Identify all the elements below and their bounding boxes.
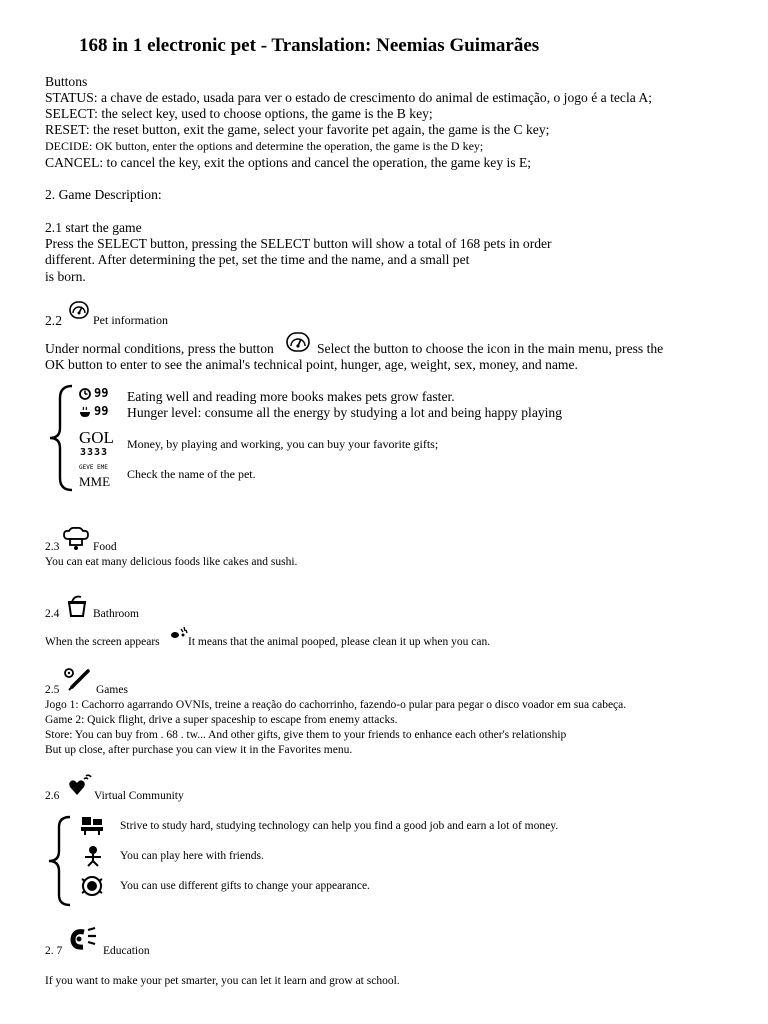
reset-line: RESET: the reset button, exit the game, select your favorite pet again, the game is the C key; (45, 122, 550, 137)
gauge-icon (286, 332, 310, 352)
section-2-4-text: It means that the animal pooped, please clean it up when you can. (188, 636, 491, 648)
poop-icon (170, 626, 188, 640)
cancel-line: CANCEL: to cancel the key, exit the options and cancel the operation, the game key is E; (45, 155, 532, 170)
community-item: Strive to study hard, studying technology can help you find a good job and earn a lot of money. (120, 820, 559, 832)
section-2-5-text: But up close, after purchase you can view it in the Favorites menu. (45, 744, 353, 756)
section-2-1-heading: 2.1 start the game (45, 220, 142, 235)
section-2-2-text: OK button to enter to see the animal's technical point, hunger, age, weight, sex, money, and name. (45, 357, 578, 372)
community-item: You can use different gifts to change your appearance. (120, 880, 370, 892)
games-icon (64, 667, 94, 693)
bucket-icon (65, 594, 89, 618)
section-2-1-text: different. After determining the pet, set the time and the name, and a small pet (45, 252, 470, 267)
section-2-7-text: If you want to make your pet smarter, you can let it learn and grow at school. (45, 975, 400, 987)
section-2-5-heading: Games (96, 684, 128, 696)
lcd-digits: 3333 (80, 447, 109, 458)
pet-info-item: Check the name of the pet. (127, 467, 256, 481)
section-2-4-number: 2.4 (45, 608, 60, 620)
pet-info-item: Hunger level: consume all the energy by studying a lot and being happy playing (127, 405, 563, 420)
buttons-heading: Buttons (45, 74, 88, 89)
section-2-1-text: Press the SELECT button, pressing the SELECT button will show a total of 168 pets in order (45, 236, 552, 251)
left-brace-icon (46, 815, 74, 907)
section-2-5-text: Store: You can buy from . 68 . tw... And other gifts, give them to your friends to enhance each other's relationship (45, 729, 567, 741)
education-icon (70, 926, 98, 952)
section-2-1-text: is born. (45, 269, 86, 284)
section-2-6-number: 2.6 (45, 790, 60, 802)
gauge-icon (69, 301, 89, 319)
lcd-gold-label: GOL (79, 428, 114, 447)
section-2-2-text: Under normal conditions, press the button (45, 341, 274, 356)
workstation-icon (80, 816, 104, 836)
section-2-7-number: 2. 7 (45, 945, 63, 957)
pet-info-item: Money, by playing and working, you can buy your favorite gifts; (127, 437, 439, 451)
section-2-2-heading: Pet information (93, 313, 168, 327)
section-2-3-text: You can eat many delicious foods like cakes and sushi. (45, 556, 298, 568)
lcd-value: 99 (94, 404, 109, 418)
section-2-2-text: Select the button to choose the icon in the main menu, press the (317, 341, 664, 356)
clock-icon (79, 388, 91, 400)
game-description-heading: 2. Game Description: (45, 187, 162, 202)
section-2-6-heading: Virtual Community (94, 790, 184, 802)
section-2-4-text: When the screen appears (45, 636, 160, 648)
status-line: STATUS: a chave de estado, usada para ver o estado de crescimento do animal de estimação, o jogo é a tecla A; (45, 90, 653, 105)
left-brace-icon (46, 384, 76, 492)
play-friends-icon (83, 845, 103, 867)
section-2-3-number: 2.3 (45, 541, 60, 553)
select-line: SELECT: the select key, used to choose options, the game is the B key; (45, 106, 433, 121)
page-title: 168 in 1 electronic pet - Translation: Neemias Guimarães (79, 35, 540, 56)
gift-appearance-icon (80, 875, 104, 897)
section-2-5-text: Jogo 1: Cachorro agarrando OVNIs, treine a reação do cachorrinho, fazendo-o pular para pegar o disco voador em sua cabeça. (45, 699, 627, 711)
section-2-7-heading: Education (103, 945, 150, 957)
heart-signal-icon (68, 773, 92, 797)
community-item: You can play here with friends. (120, 850, 264, 862)
lcd-value: 99 (94, 386, 109, 400)
decide-line: DECIDE: OK button, enter the options and determine the operation, the game is the D key; (45, 139, 484, 153)
section-2-2-number: 2.2 (45, 313, 62, 328)
food-bowl-icon (79, 406, 91, 418)
section-2-5-text: Game 2: Quick flight, drive a super spaceship to escape from enemy attacks. (45, 714, 398, 726)
pet-info-item: Eating well and reading more books makes pets grow faster. (127, 389, 455, 404)
section-2-4-heading: Bathroom (93, 608, 139, 620)
lcd-small-label: GEVE EME (79, 464, 108, 471)
chef-hat-icon (63, 527, 89, 551)
lcd-name: MME (79, 474, 111, 489)
section-2-5-number: 2.5 (45, 684, 60, 696)
section-2-3-heading: Food (93, 541, 117, 553)
